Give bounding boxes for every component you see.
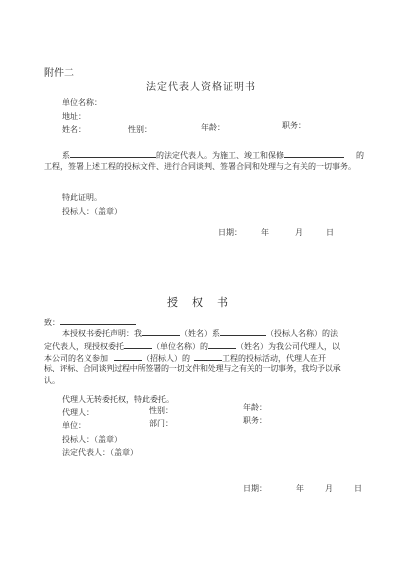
cert-hereby: 特此证明。 [62,193,102,202]
cert-blank-project[interactable] [284,149,344,158]
cert-name-label: 姓名： [62,125,86,134]
auth-to-label: 致： [44,318,60,327]
auth-month-label: 月 [325,484,333,493]
auth-dept-label: 部门： [149,419,173,428]
auth-age-label: 年龄： [243,403,267,412]
cert-month-label: 月 [295,228,303,237]
cert-p1-end: 的 [356,151,364,160]
cert-day-label: 日 [326,228,334,237]
cert-year-label: 年 [261,228,269,237]
auth-legal-rep-seal: 法定代表人：（盖章） [62,448,138,457]
auth-l2-a: 定代表人，现授权委托 [44,342,124,351]
cert-paragraph-line1 [62,149,364,161]
cert-p1-mid: 的法定代表人。为施工、竣工和保修 [156,151,284,160]
auth-l3-b: （招标人）的 [142,354,190,363]
auth-l3-c: 工程的投标活动，代理人在开 [222,354,326,363]
auth-blank-tenderer[interactable] [114,352,142,361]
auth-blank-bidder1[interactable] [220,327,266,336]
auth-line5: 认。 [44,376,60,385]
auth-line3 [44,352,326,364]
auth-blank-name1[interactable] [142,327,180,336]
auth-year-label: 年 [296,484,304,493]
auth-l1-c: （投标人名称）的法 [266,329,338,338]
auth-title: 授权书 [167,296,242,309]
auth-line1 [62,327,338,339]
auth-day-label: 日 [354,484,362,493]
auth-blank-name2[interactable] [208,340,236,349]
auth-line2 [44,340,340,352]
auth-l1-a: 本授权书委托声明：我 [62,329,142,338]
auth-blank-unit[interactable] [124,340,152,349]
auth-gender-label: 性别： [149,406,173,415]
auth-l3-a: 本公司的名义参加 [44,354,108,363]
auth-date-label: 日期： [243,484,267,493]
auth-agent-label: 代理人： [62,408,94,417]
auth-blank-project[interactable] [194,352,222,361]
auth-position-label: 职务： [243,416,267,425]
attachment-label: 附件二 [44,68,74,79]
auth-l2-b: （单位名称）的 [152,342,208,351]
cert-gender-label: 性别： [128,125,152,134]
cert-paragraph-line2: 工程，签署上述工程的投标文件、进行合同谈判、签署合同和处理与之有关的一切事务。 [44,162,356,171]
cert-title: 法定代表人资格证明书 [146,82,256,93]
auth-line4: 标、评标、合同谈判过程中所签署的一切文件和处理与之有关的一切事务，我均予以承 [44,364,341,373]
cert-position-label: 职务： [282,121,306,130]
auth-blank-recipient[interactable] [60,316,136,325]
cert-age-label: 年龄： [201,123,225,132]
auth-l1-b: （姓名）系 [180,329,220,338]
cert-bidder-seal: 投标人：（盖章） [62,207,122,216]
cert-address-label: 地址： [62,112,86,121]
cert-p1-pre: 系 [62,151,70,160]
cert-blank-company[interactable] [70,149,156,158]
auth-no-subdelegation: 代理人无转委托权，特此委托。 [62,395,174,404]
cert-date-label: 日期： [218,228,242,237]
cert-unit-name-label: 单位名称： [62,98,102,107]
auth-l2-c: （姓名）为我公司代理人，以 [236,342,340,351]
auth-bidder-seal: 投标人：（盖章） [62,435,122,444]
auth-unit-label: 单位： [62,421,86,430]
